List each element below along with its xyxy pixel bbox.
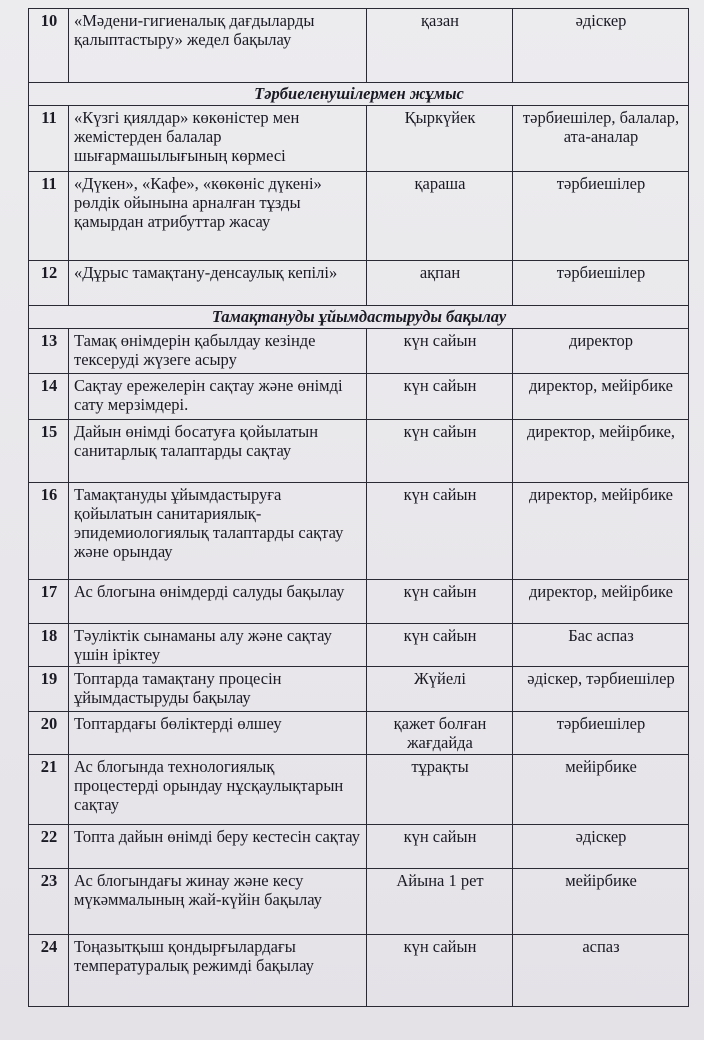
deadline-cell: Жүйелі xyxy=(367,667,513,712)
responsible-cell: аспаз xyxy=(513,935,689,1007)
responsible-cell: директор xyxy=(513,329,689,374)
task-cell: Сақтау ережелерін сақтау және өнімді сату мерзімдері. xyxy=(69,374,367,420)
responsible-cell: мейірбике xyxy=(513,869,689,935)
row-number: 20 xyxy=(29,712,69,755)
task-cell: Топтардағы бөліктерді өлшеу xyxy=(69,712,367,755)
responsible-cell: әдіскер xyxy=(513,9,689,83)
deadline-cell: тұрақты xyxy=(367,755,513,825)
row-number: 24 xyxy=(29,935,69,1007)
deadline-cell: қазан xyxy=(367,9,513,83)
deadline-cell: күн сайын xyxy=(367,420,513,483)
table-row xyxy=(29,667,689,712)
task-cell: Тоңазытқыш қондырғылардағы температуралық режимді бақылау xyxy=(69,935,367,1007)
task-cell: Тамақ өнімдерін қабылдау кезінде тексеруді жүзеге асыру xyxy=(69,329,367,374)
responsible-cell: мейірбике xyxy=(513,755,689,825)
table-row xyxy=(29,329,689,374)
responsible-cell: әдіскер xyxy=(513,825,689,869)
task-cell: Дайын өнімді босатуға қойылатын санитарлық талаптарды сақтау xyxy=(69,420,367,483)
plan-table xyxy=(28,8,689,1007)
deadline-cell: күн сайын xyxy=(367,624,513,667)
deadline-cell: қажет болған жағдайда xyxy=(367,712,513,755)
deadline-cell: күн сайын xyxy=(367,329,513,374)
row-number: 11 xyxy=(29,172,69,261)
table-row xyxy=(29,106,689,172)
task-cell: «Дүкен», «Кафе», «көкөніс дүкені» рөлдік ойынына арналған тұзды қамырдан атрибуттар жасау xyxy=(69,172,367,261)
task-cell: Ас блогындағы жинау және кесу мүкәммалының жай-күйін бақылау xyxy=(69,869,367,935)
deadline-cell: қараша xyxy=(367,172,513,261)
section-title: Тәрбиеленушілермен жұмыс xyxy=(29,83,689,106)
row-number: 23 xyxy=(29,869,69,935)
deadline-cell: Қыркүйек xyxy=(367,106,513,172)
responsible-cell: әдіскер, тәрбиешілер xyxy=(513,667,689,712)
table-row xyxy=(29,420,689,483)
table-row xyxy=(29,755,689,825)
row-number: 22 xyxy=(29,825,69,869)
row-number: 17 xyxy=(29,580,69,624)
row-number: 15 xyxy=(29,420,69,483)
deadline-cell: күн сайын xyxy=(367,825,513,869)
table-row xyxy=(29,172,689,261)
responsible-cell: директор, мейірбике xyxy=(513,580,689,624)
row-number: 11 xyxy=(29,106,69,172)
responsible-cell: директор, мейірбике, xyxy=(513,420,689,483)
task-cell: «Күзгі қиялдар» көкөністер мен жемістерден балалар шығармашылығының көрмесі xyxy=(69,106,367,172)
row-number: 12 xyxy=(29,261,69,306)
row-number: 13 xyxy=(29,329,69,374)
responsible-cell: тәрбиешілер xyxy=(513,172,689,261)
responsible-cell: директор, мейірбике xyxy=(513,483,689,580)
row-number: 16 xyxy=(29,483,69,580)
deadline-cell: күн сайын xyxy=(367,483,513,580)
section-row xyxy=(29,83,689,106)
row-number: 10 xyxy=(29,9,69,83)
row-number: 14 xyxy=(29,374,69,420)
table-row xyxy=(29,374,689,420)
section-title: Тамақтануды ұйымдастыруды бақылау xyxy=(29,306,689,329)
row-number: 21 xyxy=(29,755,69,825)
task-cell: Тәуліктік сынаманы алу және сақтау үшін іріктеу xyxy=(69,624,367,667)
responsible-cell: тәрбиешілер xyxy=(513,712,689,755)
table-row xyxy=(29,9,689,83)
table-row xyxy=(29,935,689,1007)
task-cell: Топтарда тамақтану процесін ұйымдастыруды бақылау xyxy=(69,667,367,712)
responsible-cell: тәрбиешілер, балалар, ата-аналар xyxy=(513,106,689,172)
table-row xyxy=(29,261,689,306)
responsible-cell: директор, мейірбике xyxy=(513,374,689,420)
deadline-cell: күн сайын xyxy=(367,580,513,624)
deadline-cell: Айына 1 рет xyxy=(367,869,513,935)
table-row xyxy=(29,869,689,935)
task-cell: Ас блогына өнімдерді салуды бақылау xyxy=(69,580,367,624)
row-number: 18 xyxy=(29,624,69,667)
task-cell: «Мәдени-гигиеналық дағдыларды қалыптастыру» жедел бақылау xyxy=(69,9,367,83)
deadline-cell: ақпан xyxy=(367,261,513,306)
deadline-cell: күн сайын xyxy=(367,935,513,1007)
table-row xyxy=(29,483,689,580)
table-row xyxy=(29,712,689,755)
task-cell: Тамақтануды ұйымдастыруға қойылатын санитариялық-эпидемиологиялық талаптарды сақтау және орындау xyxy=(69,483,367,580)
responsible-cell: Бас аспаз xyxy=(513,624,689,667)
responsible-cell: тәрбиешілер xyxy=(513,261,689,306)
table-row xyxy=(29,624,689,667)
section-row xyxy=(29,306,689,329)
table-row xyxy=(29,580,689,624)
row-number: 19 xyxy=(29,667,69,712)
table-row xyxy=(29,825,689,869)
task-cell: Топта дайын өнімді беру кестесін сақтау xyxy=(69,825,367,869)
deadline-cell: күн сайын xyxy=(367,374,513,420)
task-cell: Ас блогында технологиялық процестерді орындау нұсқаулықтарын сақтау xyxy=(69,755,367,825)
task-cell: «Дұрыс тамақтану-денсаулық кепілі» xyxy=(69,261,367,306)
